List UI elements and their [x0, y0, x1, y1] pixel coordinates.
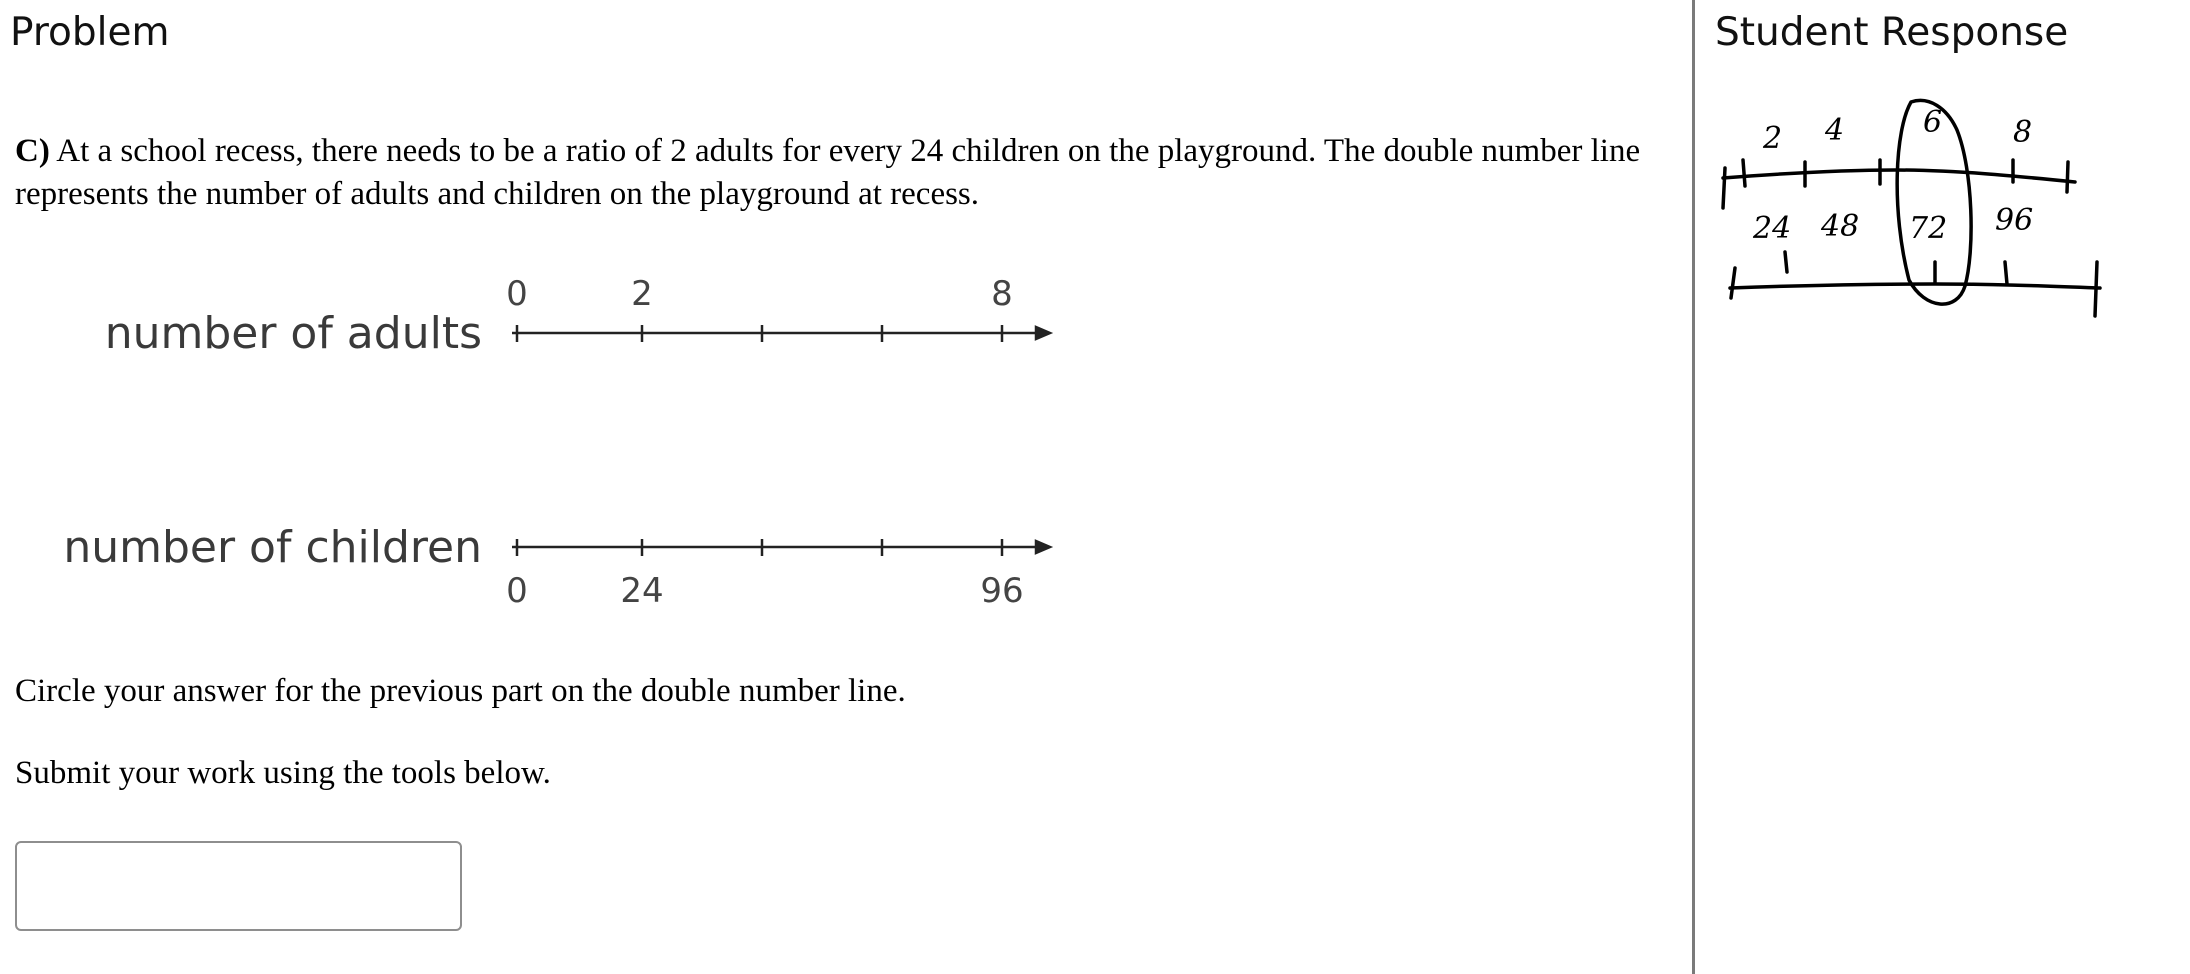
adults-tick-label: 8 — [991, 274, 1013, 314]
children-tick-label: 0 — [506, 571, 528, 611]
answer-input[interactable] — [15, 841, 462, 931]
question-text — [15, 130, 1655, 216]
handwritten-bottom-value-circled: 72 — [1909, 211, 1948, 246]
handwritten-top-value: 2 — [1763, 121, 1783, 156]
handwritten-top-value: 4 — [1825, 113, 1845, 148]
question-part-label: C) — [15, 133, 50, 169]
children-line-label: number of children — [63, 522, 482, 573]
student-handwritten-work — [1695, 90, 2115, 350]
handwritten-bottom-value: 24 — [1753, 211, 1792, 246]
adults-line-label: number of adults — [104, 308, 482, 359]
adults-tick-label: 0 — [506, 274, 528, 314]
question-body: At a school recess, there needs to be a ratio of 2 adults for every 24 children on the playground. The double number line represents the number of adults and children on the playground at recess. — [15, 133, 1641, 212]
student-response-pane — [1695, 0, 2190, 974]
submit-instruction: Submit your work using the tools below. — [15, 755, 551, 791]
handwritten-bottom-value: 48 — [1821, 209, 1860, 244]
adults-line-arrow — [1036, 327, 1050, 339]
problem-title: Problem — [10, 10, 170, 55]
children-tick-label: 24 — [620, 571, 664, 611]
student-response-title: Student Response — [1715, 10, 2069, 55]
children-tick-label: 96 — [980, 571, 1024, 611]
adults-tick-label: 2 — [631, 274, 653, 314]
handwritten-top-value: 8 — [2013, 115, 2033, 150]
children-line-arrow — [1036, 541, 1050, 553]
double-number-line — [0, 250, 1100, 630]
handwritten-bottom-value: 96 — [1995, 203, 2034, 238]
handwritten-top-value-circled: 6 — [1923, 105, 1943, 140]
circle-instruction: Circle your answer for the previous part on the double number line. — [15, 673, 906, 709]
